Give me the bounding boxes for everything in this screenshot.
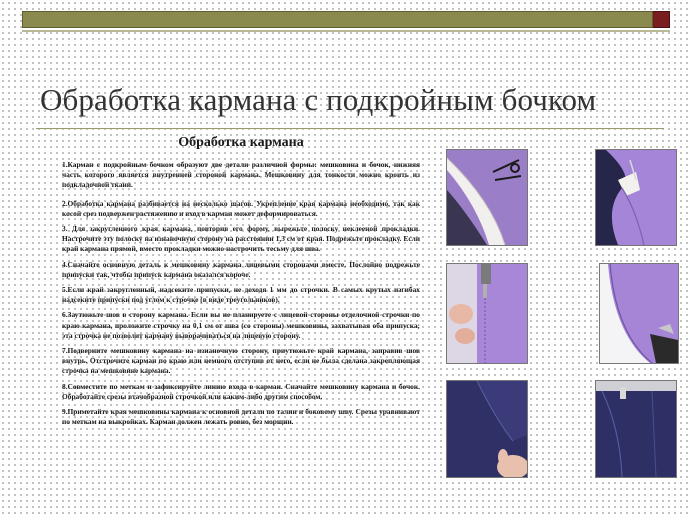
- step-3-text: 3. Для закругленного края кармана, повторив его форму, вырежьте полоску неклееной прокладки. Настрочите эту полоску на изнаночную сторону на расстоянии 1,3 см от края. Подрежьте прокладку. Если край кармана прямой, вместо прокладки можно настрочить тесьму для шва.: [62, 224, 420, 254]
- photo-cutting-interfacing: [446, 149, 528, 246]
- title-divider: [36, 128, 664, 129]
- step-7-text: 7.Подверните мешковину кармана на изнаночную сторону, приутюжьте край кармана, заправив шов внутрь. Отстрочите карман по краю или немного отступив от него, если не была сделана закрепляющая строчка на мешковине кармана.: [62, 346, 420, 376]
- instruction-document: [62, 133, 420, 513]
- photo-pocket-opening: [446, 380, 528, 478]
- top-bar-olive: [22, 11, 653, 28]
- slide-top-bar: [22, 11, 670, 28]
- step-2-text: 2.Обработка кармана разбивается на несколько шагов. Укрепление края кармана необходимо, так как косой срез подвержен растяжению и вход в карман может деформироваться.: [62, 198, 420, 218]
- photo-pocket-stitching: [595, 149, 677, 246]
- slide-title: Обработка кармана с подкройным бочком: [40, 82, 597, 117]
- photo-finished-pocket: [595, 380, 677, 478]
- step-4-text: 4.Сначайте основную деталь к мешковину кармана лицевыми сторонами вместе. Послойно подрежьте припуски так, чтобы припуск кармана оказался короче.: [62, 259, 420, 279]
- document-title: Обработка кармана: [178, 135, 304, 150]
- step-9-text: 9.Приметайте края мешковины кармана к основной детали по талии и боковому шву. Срезы уравнивают по меткам на выкройках. Карман должен лежать ровно, без морщин.: [62, 407, 420, 427]
- top-bar-underline: [22, 30, 670, 32]
- step-1-text: 1.Карман с подкройным бочком образуют две детали различной формы: мешковина и бочок, нижняя часть которого является внутренней стороной кармана. Мешковину для тонкости можно кроить из подкладочной ткани.: [62, 160, 420, 190]
- step-8-text: 8.Совместите по меткам и зафиксируйте линию входа в карман. Сначайте мешковину кармана и бочок. Обработайте срезы втачобразной строчкой или каким-либо другим способом.: [62, 381, 420, 401]
- step-5-text: 5.Если край закругленный, надсеките припуски, не доходя 1 мм до строчки. В самых крутых изгибах надсеките припуски под углом к строчке (в виде треугольников).: [62, 285, 420, 305]
- top-bar-accent: [653, 11, 670, 28]
- step-6-text: 6.Заутюжьте шов в сторону кармана. Если вы не планируете с лицевой стороны отделочной строчки по краю кармана, проложите строчку на 0,1 см от шва (со стороны) мешковины, захватывая оба припуска; эта строчка не позволит карману выворачиваться на лицевую сторону.: [62, 310, 420, 340]
- photo-ironing-pocket: [599, 263, 679, 364]
- photo-machine-stitching: [446, 263, 528, 364]
